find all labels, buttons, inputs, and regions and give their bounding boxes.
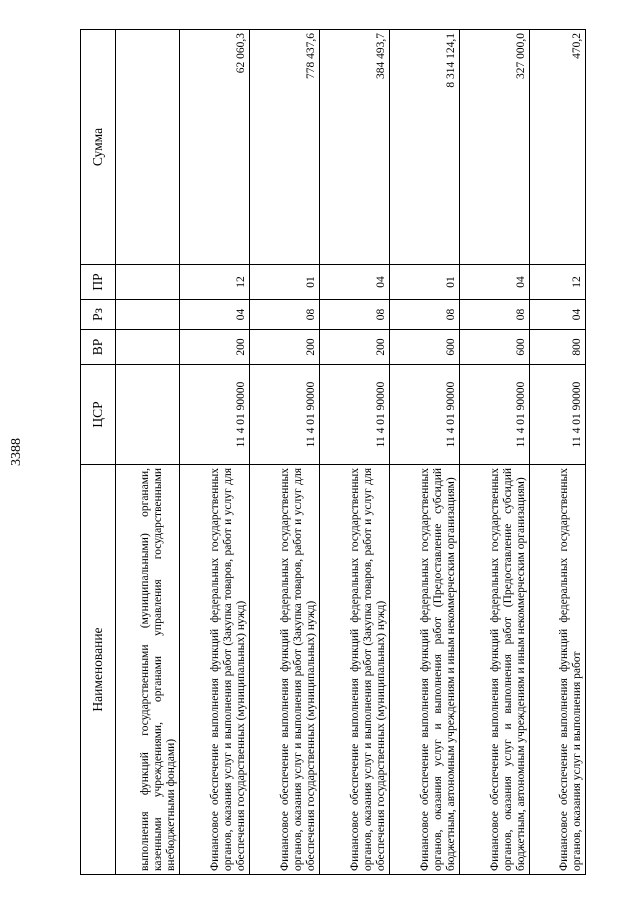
row-csr: 11 4 01 90000 (320, 365, 390, 465)
row-sum: 62 060,3 (180, 30, 250, 265)
row-csr: 11 4 01 90000 (460, 365, 530, 465)
table-row (250, 30, 320, 875)
row-vr: 200 (320, 330, 390, 365)
header-csr: ЦСР (81, 365, 116, 465)
table-row (530, 30, 586, 875)
row-pr: 01 (390, 265, 460, 300)
row-sum: 384 493,7 (320, 30, 390, 265)
row-vr: 200 (180, 330, 250, 365)
header-pr: ПР (81, 265, 116, 300)
row-name: Финансовое обеспечение выполнения функций федеральных государственных органов, оказания услуг и выполнения работ (Предоставление субсидий бюджетным, автономным учреждениям и иным некоммерческим организациям) (460, 465, 530, 875)
table-row (460, 30, 530, 875)
budget-table (80, 29, 586, 875)
row-name: Финансовое обеспечение выполнения функций федеральных государственных органов, оказания услуг и выполнения работ (Закупка товаров, работ и услуг для обеспечения государственных (муниципальных) нужд) (250, 465, 320, 875)
row-pr: 12 (180, 265, 250, 300)
header-vr: ВР (81, 330, 116, 365)
row-rz: 08 (320, 300, 390, 330)
row-rz (116, 300, 180, 330)
row-sum: 327 000,0 (460, 30, 530, 265)
row-sum: 8 314 124,1 (390, 30, 460, 265)
row-pr: 04 (460, 265, 530, 300)
row-csr: 11 4 01 90000 (180, 365, 250, 465)
row-csr: 11 4 01 90000 (250, 365, 320, 465)
row-name: Финансовое обеспечение выполнения функций федеральных государственных органов, оказания услуг и выполнения работ (Закупка товаров, работ и услуг для обеспечения государственных (муниципальных) нужд) (180, 465, 250, 875)
table-row (116, 30, 180, 875)
row-pr: 12 (530, 265, 586, 300)
header-rz: Рз (81, 300, 116, 330)
row-vr: 800 (530, 330, 586, 365)
row-rz: 04 (530, 300, 586, 330)
row-csr: 11 4 01 90000 (390, 365, 460, 465)
row-pr (116, 265, 180, 300)
table-header-row (81, 30, 116, 875)
row-vr: 600 (390, 330, 460, 365)
row-vr: 600 (460, 330, 530, 365)
row-vr: 200 (250, 330, 320, 365)
row-pr: 04 (320, 265, 390, 300)
row-csr (116, 365, 180, 465)
row-name: выполнения функций государственными (муниципальными) органами, казенными учреждениями, органами управления государственными внебюджетными фондами) (116, 465, 180, 875)
row-pr: 01 (250, 265, 320, 300)
row-rz: 08 (460, 300, 530, 330)
page-number: 3388 (9, 438, 24, 466)
table-row (180, 30, 250, 875)
row-rz: 08 (250, 300, 320, 330)
row-name: Финансовое обеспечение выполнения функций федеральных государственных органов, оказания услуг и выполнения работ (530, 465, 586, 875)
table-row (390, 30, 460, 875)
row-sum (116, 30, 180, 265)
row-name: Финансовое обеспечение выполнения функций федеральных государственных органов, оказания услуг и выполнения работ (Закупка товаров, работ и услуг для обеспечения государственных (муниципальных) нужд) (320, 465, 390, 875)
header-sum: Сумма (81, 30, 116, 265)
row-vr (116, 330, 180, 365)
header-name: Наименование (81, 465, 116, 875)
rotated-page (80, 30, 590, 875)
table-row (320, 30, 390, 875)
row-csr: 11 4 01 90000 (530, 365, 586, 465)
row-sum: 778 437,6 (250, 30, 320, 265)
row-rz: 08 (390, 300, 460, 330)
row-name: Финансовое обеспечение выполнения функций федеральных государственных органов, оказания услуг и выполнения работ (Предоставление субсидий бюджетным, автономным учреждениям и иным некоммерческим организациям) (390, 465, 460, 875)
row-sum: 470,2 (530, 30, 586, 265)
row-rz: 04 (180, 300, 250, 330)
